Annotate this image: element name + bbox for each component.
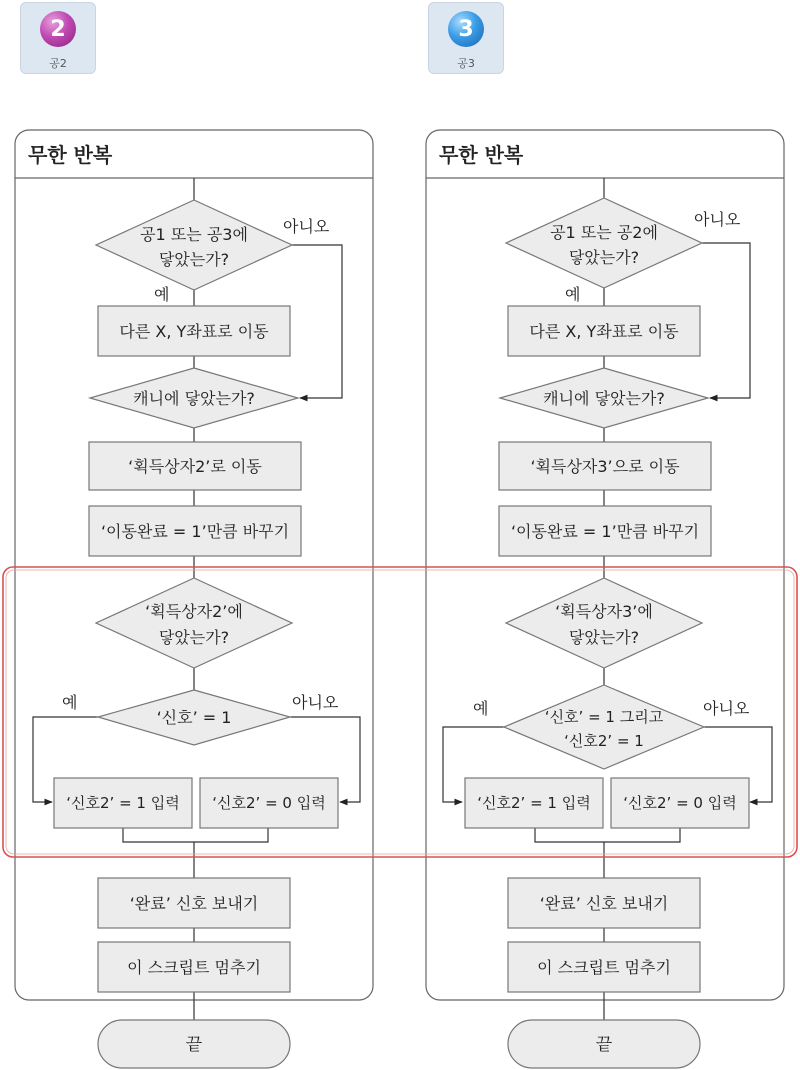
left-no-label-1: 아니오 (283, 217, 330, 236)
left-send-done-text: ‘완료’ 신호 보내기 (129, 894, 259, 913)
right-decision4-line2: ‘신호2’ = 1 (564, 732, 644, 750)
left-set-done-text: ‘이동완료 = 1’만큼 바꾸기 (100, 522, 290, 541)
right-set-done-text: ‘이동완료 = 1’만큼 바꾸기 (510, 522, 700, 541)
left-yes-label-2: 예 (62, 693, 78, 712)
right-yes-label-2: 예 (473, 699, 489, 718)
right-move-xy-text: 다른 X, Y좌표로 이동 (529, 322, 679, 341)
left-stop-script-text: 이 스크립트 멈추기 (127, 958, 261, 977)
right-decision2-text: 캐니에 닿았는가? (543, 389, 665, 408)
right-no-label-2: 아니오 (703, 699, 750, 718)
ball3-icon: 3 (448, 11, 484, 47)
right-decision3-line2: 닿았는가? (568, 628, 640, 647)
right-yes-label-1: 예 (565, 285, 581, 304)
right-loop-title: 무한 반복 (439, 143, 524, 167)
right-flowchart (426, 130, 784, 1068)
left-yes-label-1: 예 (154, 285, 170, 304)
left-input1-text: ‘신호2’ = 1 입력 (66, 794, 180, 812)
left-move-xy-text: 다른 X, Y좌표로 이동 (119, 322, 269, 341)
right-send-done-text: ‘완료’ 신호 보내기 (539, 894, 669, 913)
left-decision1-line1: 공1 또는 공3에 (140, 225, 248, 244)
left-decision1-line2: 닿았는가? (158, 250, 230, 269)
right-end-text: 끝 (595, 1035, 613, 1055)
left-loop-title: 무한 반복 (28, 143, 113, 167)
left-flowchart (15, 130, 373, 1068)
left-input0-text: ‘신호2’ = 0 입력 (212, 794, 326, 812)
right-stop-script-text: 이 스크립트 멈추기 (537, 958, 671, 977)
left-no-label-2: 아니오 (292, 693, 339, 712)
left-decision3-line1: ‘획득상자2’에 (145, 602, 243, 621)
sprite-name-ball3: 공3 (457, 57, 475, 70)
right-decision1-line2: 닿았는가? (568, 248, 640, 267)
left-decision2-text: 캐니에 닿았는가? (133, 389, 255, 408)
right-decision4-line1: ‘신호’ = 1 그리고 (544, 708, 664, 726)
left-end-text: 끝 (185, 1035, 203, 1055)
left-decision4-text: ‘신호’ = 1 (156, 708, 232, 727)
sprite-name-ball2: 공2 (49, 57, 67, 70)
right-move-box-text: ‘획득상자3’으로 이동 (530, 457, 680, 476)
right-decision3-line1: ‘획득상자3’에 (555, 602, 653, 621)
left-move-box-text: ‘획득상자2’로 이동 (128, 457, 262, 476)
right-no-label-1: 아니오 (694, 210, 741, 229)
right-input1-text: ‘신호2’ = 1 입력 (477, 794, 591, 812)
right-input0-text: ‘신호2’ = 0 입력 (623, 794, 737, 812)
left-decision3-line2: 닿았는가? (158, 628, 230, 647)
ball2-icon: 2 (40, 11, 76, 47)
right-decision1-line1: 공1 또는 공2에 (550, 223, 658, 242)
